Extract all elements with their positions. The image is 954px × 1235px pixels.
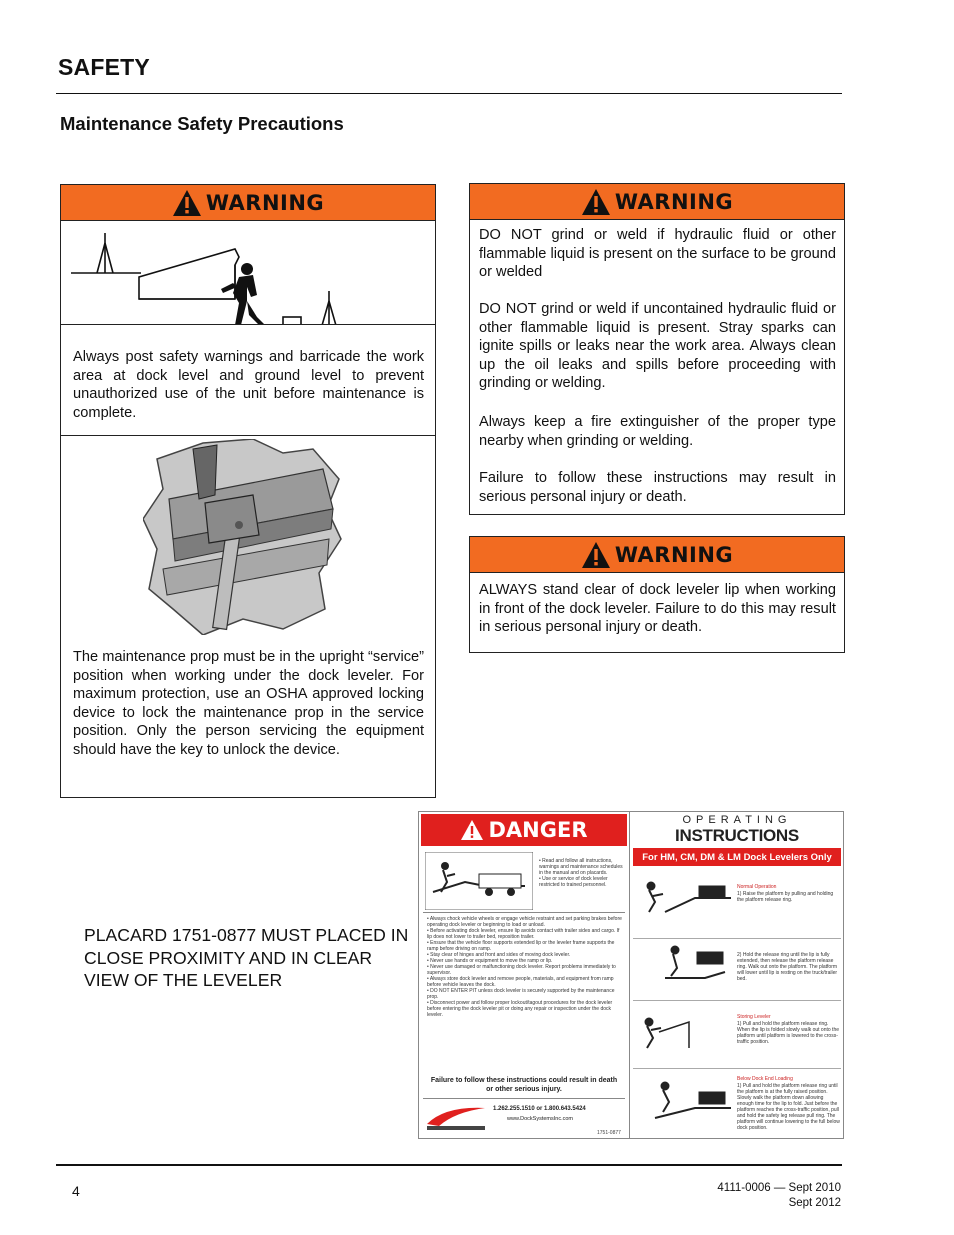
placard-instructions-title: INSTRUCTIONS	[675, 826, 799, 845]
placard-instructions-panel	[631, 812, 843, 1138]
placard-models: For HM, CM, DM & LM Dock Levelers Only	[633, 848, 841, 866]
divider	[61, 324, 435, 325]
divider	[633, 1068, 841, 1069]
grinding-text-4: Failure to follow these instructions may result in serious personal injury or death.	[479, 470, 836, 505]
warning-triangle-icon	[581, 188, 611, 216]
warning-box-grinding	[469, 183, 845, 515]
warning-triangle-icon	[581, 541, 611, 569]
barricade-illustration	[61, 221, 435, 325]
warning-box-barricade	[60, 184, 436, 798]
grinding-text-2: DO NOT grind or weld if uncontained hydraulic fluid or other flammable liquid is present. Stray sparks can ignite spills or leaks near the work area. Always clean up the oil leaks and spills before proceeding with grinding or welding.	[479, 301, 836, 392]
warning-banner	[470, 184, 844, 220]
step-heading: Storing Leveler	[737, 1014, 771, 1020]
grinding-text-1: DO NOT grind or weld if hydraulic fluid or other flammable liquid is present on the surface to be ground or welded	[479, 227, 836, 281]
placard-intro-text: • Read and follow all instructions, warnings and maintenance schedules in the manual and on placards. • Use or service of dock leveler restricted to trained personnel.	[539, 858, 623, 888]
danger-label: DANGER	[488, 818, 588, 842]
placard-phone: 1.262.255.1510 or 1.800.643.5424	[493, 1106, 586, 1112]
divider	[61, 435, 435, 436]
grinding-text-3: Always keep a fire extinguisher of the proper type nearby when grinding or welding.	[479, 414, 836, 449]
warning-banner	[61, 185, 435, 221]
page-number: 4	[72, 1183, 80, 1199]
divider	[423, 912, 625, 913]
placard-failure-text: Failure to follow these instructions could result in death or other serious injury.	[430, 1077, 618, 1093]
leveler-pictogram	[425, 852, 533, 910]
barricade-text: Always post safety warnings and barricade the work area at dock level and ground level to prevent unauthorized use of the unit before maintenance is complete.	[73, 349, 424, 421]
divider	[423, 1098, 625, 1099]
placard-note: PLACARD 1751-0877 MUST PLACED IN CLOSE PROXIMITY AND IN CLEAR VIEW OF THE LEVELER	[84, 925, 409, 991]
placard-part-number: 1751-0877	[597, 1130, 621, 1136]
danger-banner	[421, 814, 627, 846]
placard-rules-text: • Always chock vehicle wheels or engage vehicle restraint and set parking brakes before operating dock leveler or beginning to load or unload. • Before activating dock leveler, ensure lip avoids contact with trailer sides and cargo. If lip does not lower to trailer bed, reposition trailer. • Ensure that the vehicle floor supports extended lip or the leveler frame supports the ramp before driving on ramp. • Stay clear of hinges and front and sides of moving dock leveler. • Never use hands or equipment to move the ramp or lip. • Never use damaged or malfunctioning dock leveler. Report problems immediately to supervisor. • Always store dock leveler and remove people, materials, and equipment from ramp before vehicle leaves the dock. • DO NOT ENTER PIT unless dock leveler is securely supported by the maintenance prop. • Disconnect power and follow proper lockout/tagout procedures for the dock leveler before entering the dock leveler pit or doing any repair or inspection under the dock leveler.	[427, 916, 622, 1018]
header-rule	[56, 93, 842, 94]
document-number	[717, 1181, 841, 1211]
step-text: 2) Hold the release ring until the lip is fully extended, then release the platform release ring. Walk out onto the platform. The platform will lower until lip is resting on the truck/trailer bed.	[737, 952, 838, 982]
step-pictograms	[635, 872, 735, 1138]
divider	[629, 812, 630, 1138]
divider	[633, 1000, 841, 1001]
warning-label: WARNING	[614, 189, 734, 214]
warning-banner	[470, 537, 844, 573]
step-text: 1) Pull and hold the platform release ring. When the lip is folded slowly walk out onto the platform until platform is lowered to the cross-traffic position.	[737, 1021, 839, 1045]
page-subtitle: Maintenance Safety Precautions	[60, 113, 344, 134]
maintenance-prop-illustration	[143, 439, 343, 635]
warning-box-lip	[469, 536, 845, 653]
danger-triangle-icon	[460, 819, 484, 841]
step-text: 1) Pull and hold the platform release ring until the platform is at the fully raised position. Slowly walk the platform down allowing enough time for the lip to fold. Just before the platform reaches the cross-traffic position, pull and hold the safety leg release pull ring. The platform will continue lowering to the full below dock position.	[737, 1083, 840, 1131]
warning-triangle-icon	[172, 189, 202, 217]
placard-web: www.DockSystemsInc.com	[507, 1116, 574, 1122]
warning-label: WARNING	[614, 542, 734, 567]
company-logo	[425, 1102, 487, 1136]
divider	[633, 938, 841, 939]
lip-text: ALWAYS stand clear of dock leveler lip when working in front of the dock leveler. Failure to do this may result in serious personal injury or death.	[479, 582, 836, 636]
document-number-line1: 4111-0006 — Sept 2010	[717, 1182, 841, 1194]
document-number-line2: Sept 2012	[788, 1197, 841, 1209]
step-heading: Normal Operation	[737, 884, 777, 890]
footer-rule	[56, 1164, 842, 1166]
placard-danger-panel	[419, 812, 629, 1138]
maintenance-prop-text: The maintenance prop must be in the upright “service” position when working under the dock leveler. For maximum protection, use an OSHA approved locking device to lock the maintenance prop in the service position. Only the person servicing the equipment should have the key to unlock the device.	[73, 649, 424, 758]
warning-label: WARNING	[205, 190, 325, 215]
placard-operating: OPERATING	[682, 814, 792, 826]
step-text: 1) Raise the platform by pulling and holding the platform release ring.	[737, 891, 834, 903]
operating-instructions-placard	[418, 811, 844, 1139]
step-heading: Below Dock End Loading	[737, 1076, 793, 1082]
section-title: SAFETY	[58, 54, 150, 80]
